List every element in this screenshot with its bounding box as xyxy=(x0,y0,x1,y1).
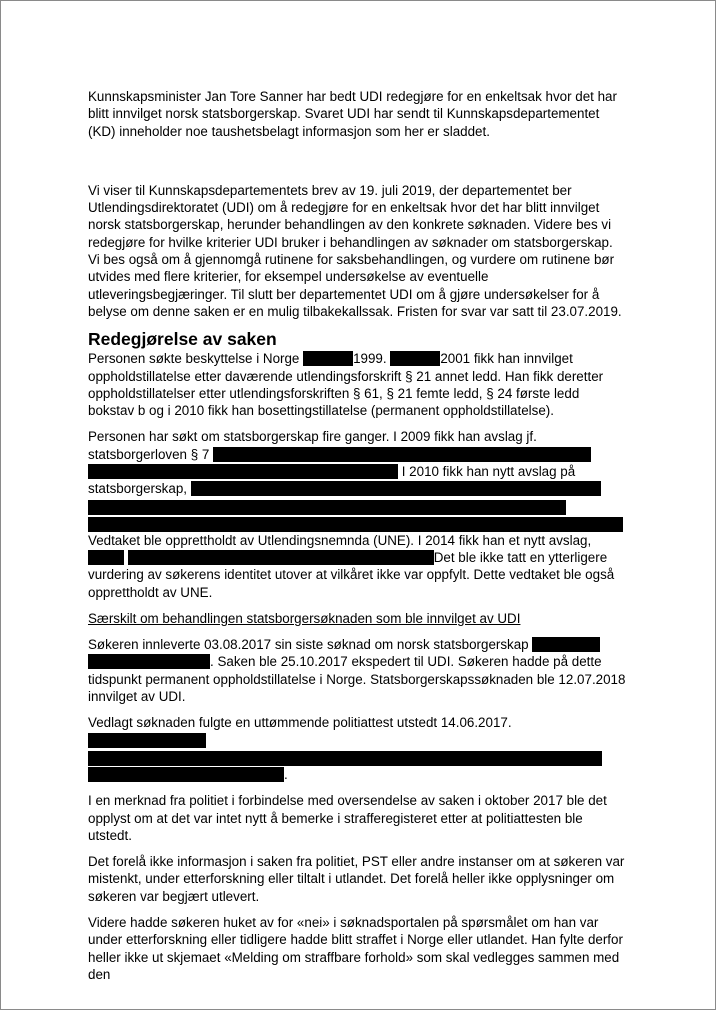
redaction-block xyxy=(88,654,210,669)
redaction-block xyxy=(532,637,600,652)
subsection-heading: Særskilt om behandlingen statsborgersøknaden som ble innvilget av UDI xyxy=(88,610,521,626)
redaction-block xyxy=(213,447,591,462)
redaction-block xyxy=(88,464,398,479)
redaction-block xyxy=(88,517,623,532)
redaction-block xyxy=(390,351,440,366)
no-information-paragraph: Det forelå ikke informasjon i saken fra politiet, PST eller andre instanser om at søkeren var mistenkt, under etterforskning eller tiltalt i utlandet. Det forelå heller ikke opplysninger om søkeren var begjært utlevert. xyxy=(88,854,625,904)
redaction-block xyxy=(88,733,206,748)
redaction-block xyxy=(191,481,601,496)
redaction-block xyxy=(88,500,566,515)
section-heading: Redegjørelse av saken xyxy=(88,329,277,350)
background-paragraph: Vi viser til Kunnskapsdepartementets brev av 19. juli 2019, der departementet ber Utlendingsdirektoratet (UDI) om å redegjøre for en enkeltsak hvor det har blitt innvilget norsk statsborgerskap, herunder behandlingen av den konkrete søknaden. Videre bes vi redegjøre for hvilke kriterier UDI bruker i behandlingen av søknader om statsborgerskap. Vi bes også om å gjennomgå rutinene for saksbehandlingen, og vurdere om rutinene bør utvides med flere kriterier, for eksempel undersøkelse av eventuelle utleveringsbegjæringer. Til slutt ber departementet UDI om å gjøre undersøkelser for å belyse om denne saken er en mulig tilbakekallssak. Fristen for svar var satt til 23.07.2019. xyxy=(88,182,622,319)
asylum-paragraph: Personen søkte beskyttelse i Norge 1999. 2001 fikk han innvilget oppholdstillatelse etter daværende utlendingsforskrift § 21 annet ledd. Han fikk deretter oppholdstillatelser etter utlendingsforskriften § 61, § 21 femte ledd, § 24 første ledd bokstav b og i 2010 fikk han bosettingstillatelse (permanent oppholdstillatelse). xyxy=(88,351,604,419)
redaction-block xyxy=(128,550,434,565)
submission-paragraph: Søkeren innleverte 03.08.2017 sin siste søknad om norsk statsborgerskap . Saken ble 25.10.2017 ekspedert til UDI. Søkeren hadde på dette tidspunkt permanent oppholdstillatelse i Norge. Statsborgerskapssøknaden ble 12.07.2018 innvilget av UDI. xyxy=(88,637,626,705)
redaction-block xyxy=(303,351,353,366)
police-certificate-paragraph: Vedlagt søknaden fulgte en uttømmende politiattest utstedt 14.06.2017. . xyxy=(88,714,628,783)
document-body xyxy=(88,88,628,992)
police-remark-paragraph: I en merknad fra politiet i forbindelse med oversendelse av saken i oktober 2017 ble det opplyst om at det var intet nytt å bemerke i strafferegisteret etter at politiattesten ble utstedt. xyxy=(88,793,607,843)
intro-paragraph: Kunnskapsminister Jan Tore Sanner har bedt UDI redegjøre for en enkeltsak hvor det har blitt innvilget norsk statsborgerskap. Svaret UDI har sendt til Kunnskapsdepartementet (KD) inneholder noe taushetsbelagt informasjon som her er sladdet. xyxy=(88,89,617,139)
redaction-block xyxy=(88,767,284,782)
redaction-block xyxy=(88,751,602,766)
applications-paragraph: Personen har søkt om statsborgerskap fire ganger. I 2009 fikk han avslag jf. statsborgerloven § 7 I 2010 fikk han nytt avslag på statsborgerskap, Vedtaket ble opprettholdt av Utlendingsnemnda (UNE). I 2014 fikk han et nytt avslag, Det ble ikke tatt en ytterligere vurdering av søkerens identitet utover at vilkåret ikke var oppfylt. Dette vedtaket ble også opprettholdt av UNE. xyxy=(88,428,628,600)
self-declaration-paragraph: Videre hadde søkeren huket av for «nei» i søknadsportalen på spørsmålet om han var under etterforskning eller tidligere hadde blitt straffet i Norge eller utlandet. Han fylte derfor heller ikke ut skjemaet «Melding om straffbare forhold» som skal vedlegges sammen med den xyxy=(88,914,623,982)
redaction-block xyxy=(88,550,124,565)
